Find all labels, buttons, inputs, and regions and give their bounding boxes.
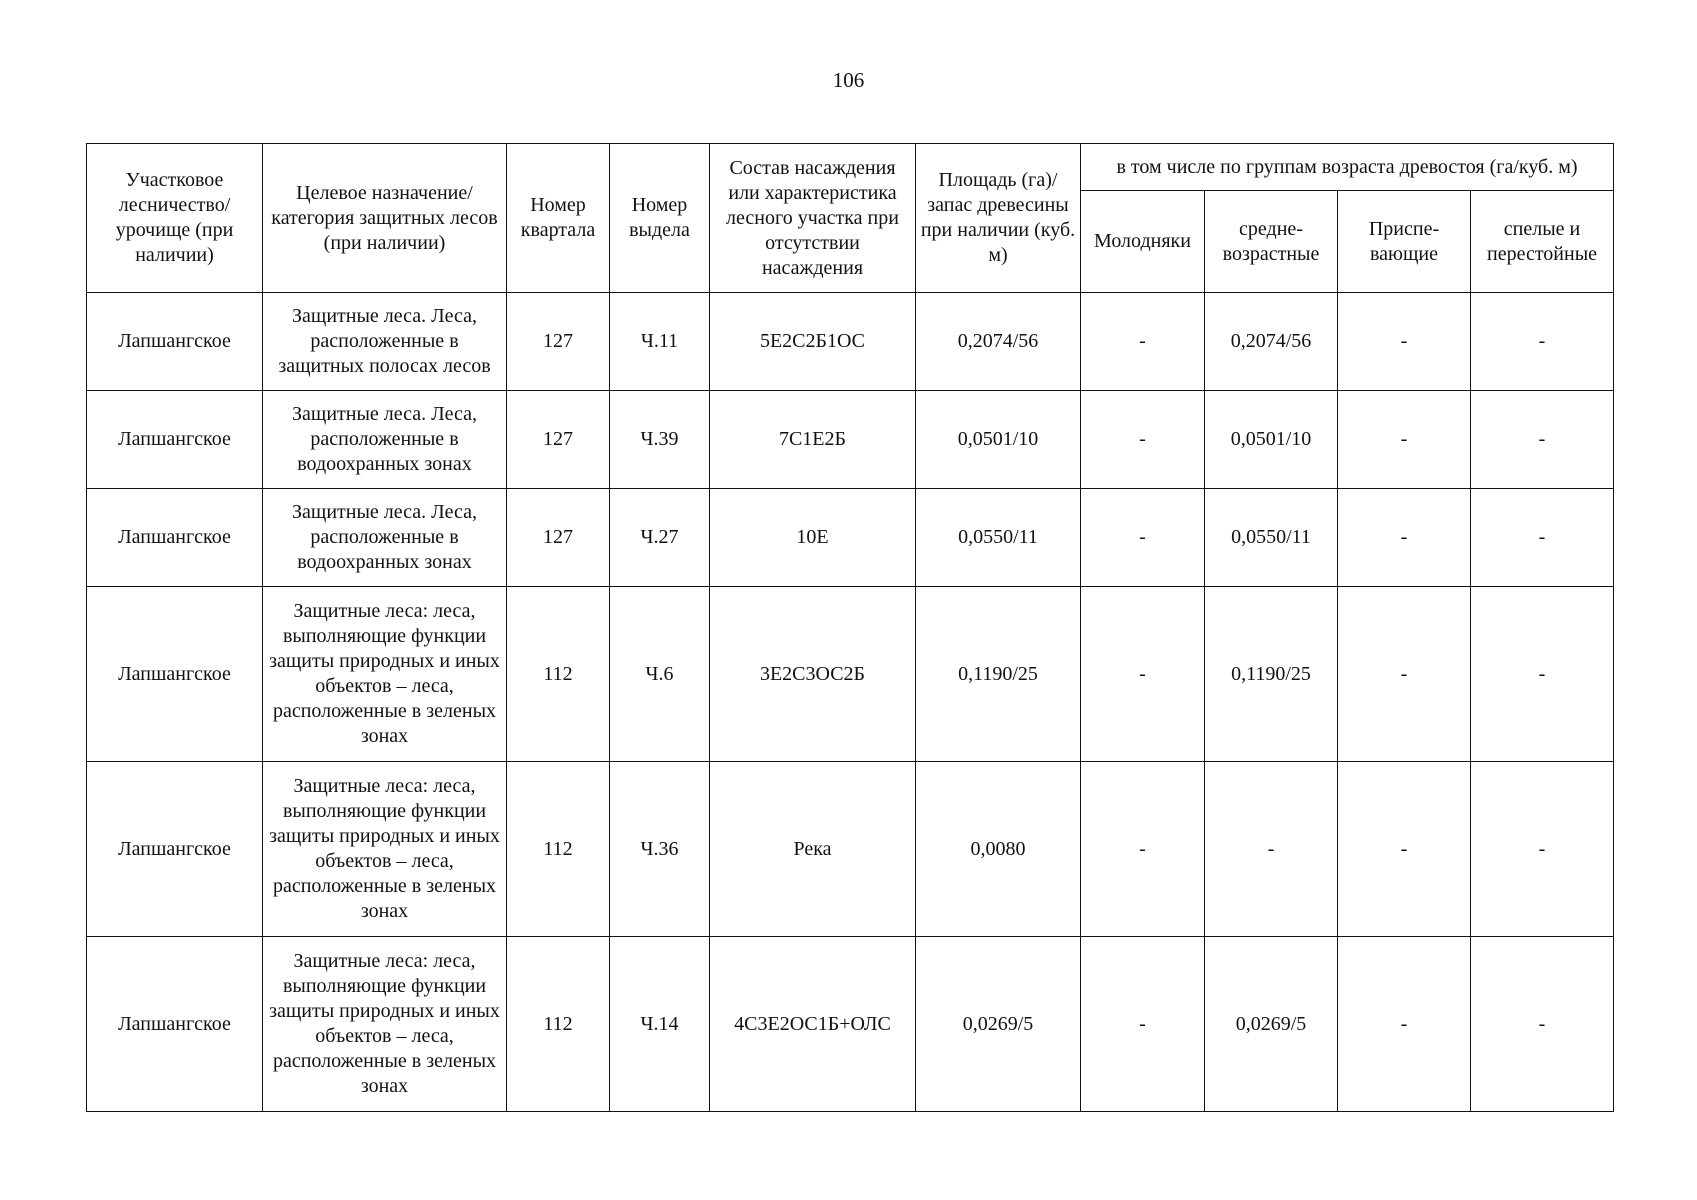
header-age-groups: в том числе по группам возраста древостоя (га/куб. м) [1081, 144, 1614, 191]
cell-spelye: - [1471, 937, 1614, 1112]
header-vydel: Номер выдела [610, 144, 710, 293]
cell-tselevoe: Защитные леса. Леса, расположенные в водоохранных зонах [263, 489, 507, 587]
cell-srednevozrastnye: 0,1190/25 [1205, 587, 1338, 762]
cell-ploshchad: 0,0550/11 [916, 489, 1081, 587]
page-number: 106 [832, 68, 865, 92]
header-molodnyaki: Молодняки [1081, 191, 1205, 293]
cell-tselevoe: Защитные леса: леса, выполняющие функции защиты природных и иных объектов – леса, расположенные в зеленых зонах [263, 587, 507, 762]
cell-kvartal: 127 [507, 293, 610, 391]
cell-tselevoe: Защитные леса: леса, выполняющие функции защиты природных и иных объектов – леса, расположенные в зеленых зонах [263, 937, 507, 1112]
cell-vydel: Ч.36 [610, 762, 710, 937]
cell-ploshchad: 0,0080 [916, 762, 1081, 937]
cell-prispevayushchie: - [1338, 937, 1471, 1112]
table-row [87, 937, 1614, 1112]
cell-tselevoe: Защитные леса. Леса, расположенные в водоохранных зонах [263, 391, 507, 489]
cell-kvartal: 127 [507, 489, 610, 587]
cell-sostav: 4С3Е2ОС1Б+ОЛС [710, 937, 916, 1112]
header-kvartal: Номер квартала [507, 144, 610, 293]
cell-prispevayushchie: - [1338, 587, 1471, 762]
cell-ploshchad: 0,0269/5 [916, 937, 1081, 1112]
cell-molodnyaki: - [1081, 391, 1205, 489]
cell-vydel: Ч.14 [610, 937, 710, 1112]
cell-srednevozrastnye: 0,0269/5 [1205, 937, 1338, 1112]
cell-tselevoe: Защитные леса. Леса, расположенные в защитных полосах лесов [263, 293, 507, 391]
table-row [87, 762, 1614, 937]
cell-vydel: Ч.27 [610, 489, 710, 587]
cell-spelye: - [1471, 293, 1614, 391]
table-row [87, 293, 1614, 391]
cell-srednevozrastnye: - [1205, 762, 1338, 937]
cell-ploshchad: 0,1190/25 [916, 587, 1081, 762]
header-srednevozrastnye: средне-возрастные [1205, 191, 1338, 293]
cell-vydel: Ч.11 [610, 293, 710, 391]
cell-uchastkovoe: Лапшангское [87, 587, 263, 762]
cell-ploshchad: 0,2074/56 [916, 293, 1081, 391]
cell-sostav: 3Е2С3ОС2Б [710, 587, 916, 762]
cell-molodnyaki: - [1081, 293, 1205, 391]
cell-molodnyaki: - [1081, 937, 1205, 1112]
cell-uchastkovoe: Лапшангское [87, 937, 263, 1112]
header-spelye: спелые и перестойные [1471, 191, 1614, 293]
cell-sostav: 7С1Е2Б [710, 391, 916, 489]
table-body [87, 293, 1614, 1112]
cell-uchastkovoe: Лапшангское [87, 391, 263, 489]
forest-areas-table [86, 143, 1614, 1112]
cell-srednevozrastnye: 0,0501/10 [1205, 391, 1338, 489]
cell-spelye: - [1471, 391, 1614, 489]
header-prispevayushchie: Приспе-вающие [1338, 191, 1471, 293]
cell-srednevozrastnye: 0,2074/56 [1205, 293, 1338, 391]
table-row [87, 391, 1614, 489]
cell-spelye: - [1471, 587, 1614, 762]
cell-prispevayushchie: - [1338, 391, 1471, 489]
cell-prispevayushchie: - [1338, 293, 1471, 391]
cell-kvartal: 112 [507, 587, 610, 762]
cell-molodnyaki: - [1081, 587, 1205, 762]
cell-spelye: - [1471, 762, 1614, 937]
cell-srednevozrastnye: 0,0550/11 [1205, 489, 1338, 587]
header-ploshchad: Площадь (га)/ запас древесины при наличии (куб. м) [916, 144, 1081, 293]
cell-kvartal: 112 [507, 937, 610, 1112]
header-tselevoe: Целевое назначение/ категория защитных лесов (при наличии) [263, 144, 507, 293]
cell-uchastkovoe: Лапшангское [87, 293, 263, 391]
cell-vydel: Ч.39 [610, 391, 710, 489]
cell-sostav: 5Е2С2Б1ОС [710, 293, 916, 391]
cell-sostav: Река [710, 762, 916, 937]
table-row [87, 587, 1614, 762]
cell-ploshchad: 0,0501/10 [916, 391, 1081, 489]
cell-vydel: Ч.6 [610, 587, 710, 762]
cell-tselevoe: Защитные леса: леса, выполняющие функции защиты природных и иных объектов – леса, расположенные в зеленых зонах [263, 762, 507, 937]
header-sostav: Состав насаждения или характеристика лесного участка при отсутствии насаждения [710, 144, 916, 293]
cell-prispevayushchie: - [1338, 489, 1471, 587]
cell-molodnyaki: - [1081, 489, 1205, 587]
cell-kvartal: 127 [507, 391, 610, 489]
cell-sostav: 10Е [710, 489, 916, 587]
header-uchastkovoe: Участковое лесничество/ урочище (при наличии) [87, 144, 263, 293]
cell-kvartal: 112 [507, 762, 610, 937]
cell-spelye: - [1471, 489, 1614, 587]
cell-uchastkovoe: Лапшангское [87, 489, 263, 587]
table-row [87, 489, 1614, 587]
cell-molodnyaki: - [1081, 762, 1205, 937]
cell-prispevayushchie: - [1338, 762, 1471, 937]
cell-uchastkovoe: Лапшангское [87, 762, 263, 937]
table-header [87, 144, 1614, 293]
